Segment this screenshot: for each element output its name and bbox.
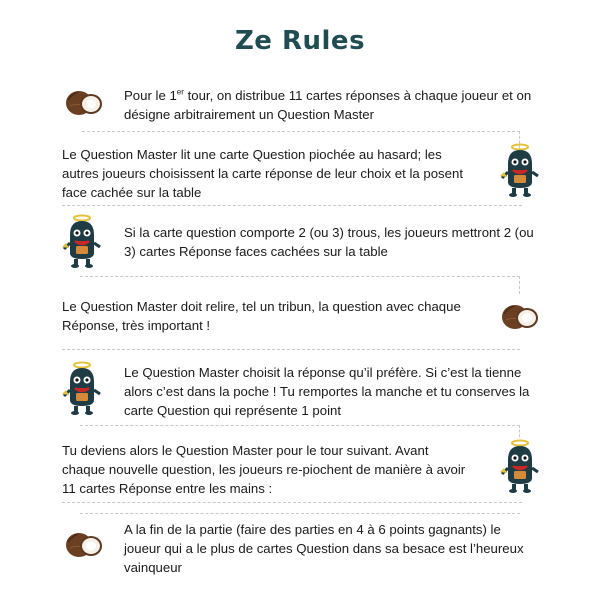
divider [80,513,520,514]
divider [519,276,520,294]
rule-1-text: Pour le 1er tour, on distribue 11 cartes réponses à chaque joueur et on désigne arbitrairement un Question Master [124,87,532,122]
rule-7-text: A la fin de la partie (faire des parties en 4 à 6 points gagnants) le joueur qui a le plus de cartes Question dans sa besace est l’heureux vainqueur [124,522,524,575]
coconut-icon [500,300,540,332]
mascot-icon [62,360,102,416]
divider [62,205,522,206]
rule-6-text: Tu deviens alors le Question Master pour le tour suivant. Avant chaque nouvelle question, les joueurs re-piochent de manière à avoir 11 cartes Réponse entre les mains : [62,443,466,496]
page-title: Ze Rules [234,26,366,56]
divider [80,276,520,277]
rule-4-text: Le Question Master doit relire, tel un tribun, la question avec chaque Réponse, très important ! [62,299,461,333]
mascot-icon [62,213,102,269]
coconut-icon [64,528,104,560]
divider [519,425,520,437]
coconut-icon [64,86,104,118]
divider [62,349,520,350]
rule-2-text: Le Question Master lit une carte Question piochée au hasard; les autres joueurs choisissent la carte réponse de leur choix et la posent face cachée sur la table [62,147,463,200]
rule-5-text: Le Question Master choisit la réponse qu’il préfère. Si c’est la tienne alors c’est dans la poche ! Tu remportes la manche et tu conserves la carte Question qui représente 1 point [124,365,530,418]
mascot-icon [500,142,540,198]
mascot-icon [500,438,540,494]
divider [80,425,520,426]
divider [82,131,520,132]
rule-3-text: Si la carte question comporte 2 (ou 3) trous, les joueurs mettront 2 (ou 3) cartes Réponse faces cachées sur la table [124,225,534,259]
divider [62,502,522,503]
